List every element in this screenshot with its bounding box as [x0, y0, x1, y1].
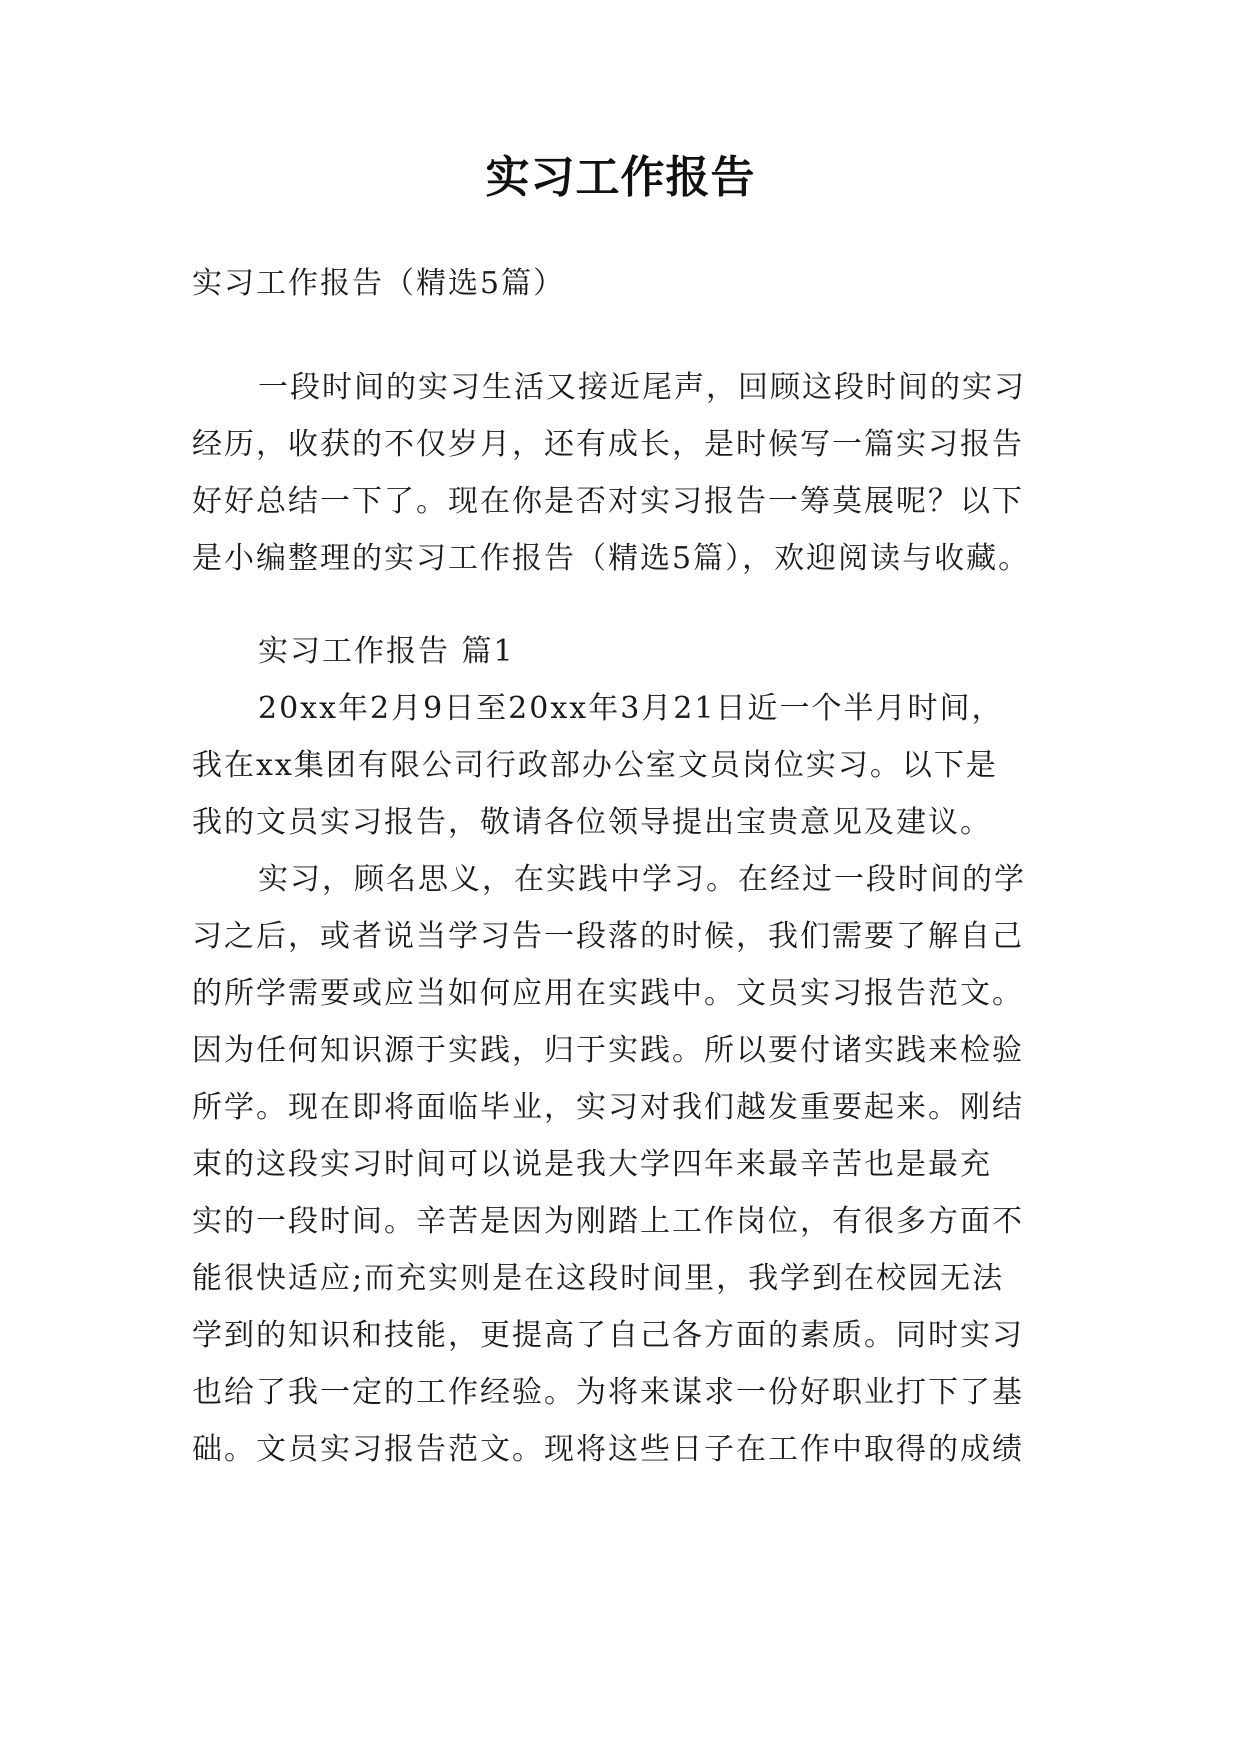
paragraph-line: 所学。现在即将面临毕业，实习对我们越发重要起来。刚结 [192, 1090, 1024, 1125]
paragraph-line: 习之后，或者说当学习告一段落的时候，我们需要了解自己 [192, 919, 1024, 954]
intro-line: 好好总结一下了。现在你是否对实习报告一筹莫展呢？以下 [192, 484, 1024, 519]
paragraph-line: 因为任何知识源于实践，归于实践。所以要付诸实践来检验 [192, 1033, 1024, 1068]
section-heading: 实习工作报告 篇1 [258, 634, 515, 669]
paragraph-line: 20xx年2月9日至20xx年3月21日近一个半月时间， [258, 691, 1004, 726]
paragraph-line: 我的文员实习报告，敬请各位领导提出宝贵意见及建议。 [192, 805, 992, 840]
intro-line: 经历，收获的不仅岁月，还有成长，是时候写一篇实习报告 [192, 427, 1024, 462]
paragraph-line: 束的这段实习时间可以说是我大学四年来最辛苦也是最充 [192, 1147, 992, 1182]
paragraph-line: 能很快适应;而充实则是在这段时间里，我学到在校园无法 [192, 1261, 1005, 1296]
document-title: 实习工作报告 [485, 152, 756, 203]
document-subtitle: 实习工作报告（精选5篇） [192, 266, 566, 301]
paragraph-line: 也给了我一定的工作经验。为将来谋求一份好职业打下了基 [192, 1375, 1024, 1410]
intro-line: 是小编整理的实习工作报告（精选5篇），欢迎阅读与收藏。 [192, 541, 1031, 576]
paragraph-line: 实的一段时间。辛苦是因为刚踏上工作岗位，有很多方面不 [192, 1204, 1024, 1239]
paragraph-line: 础。文员实习报告范文。现将这些日子在工作中取得的成绩 [192, 1432, 1024, 1467]
intro-line: 一段时间的实习生活又接近尾声，回顾这段时间的实习 [258, 370, 1026, 405]
paragraph-line: 实习，顾名思义，在实践中学习。在经过一段时间的学 [258, 862, 1026, 897]
paragraph-line: 我在xx集团有限公司行政部办公室文员岗位实习。以下是 [192, 748, 998, 783]
paragraph-line: 的所学需要或应当如何应用在实践中。文员实习报告范文。 [192, 976, 1024, 1011]
paragraph-line: 学到的知识和技能，更提高了自己各方面的素质。同时实习 [192, 1318, 1024, 1353]
